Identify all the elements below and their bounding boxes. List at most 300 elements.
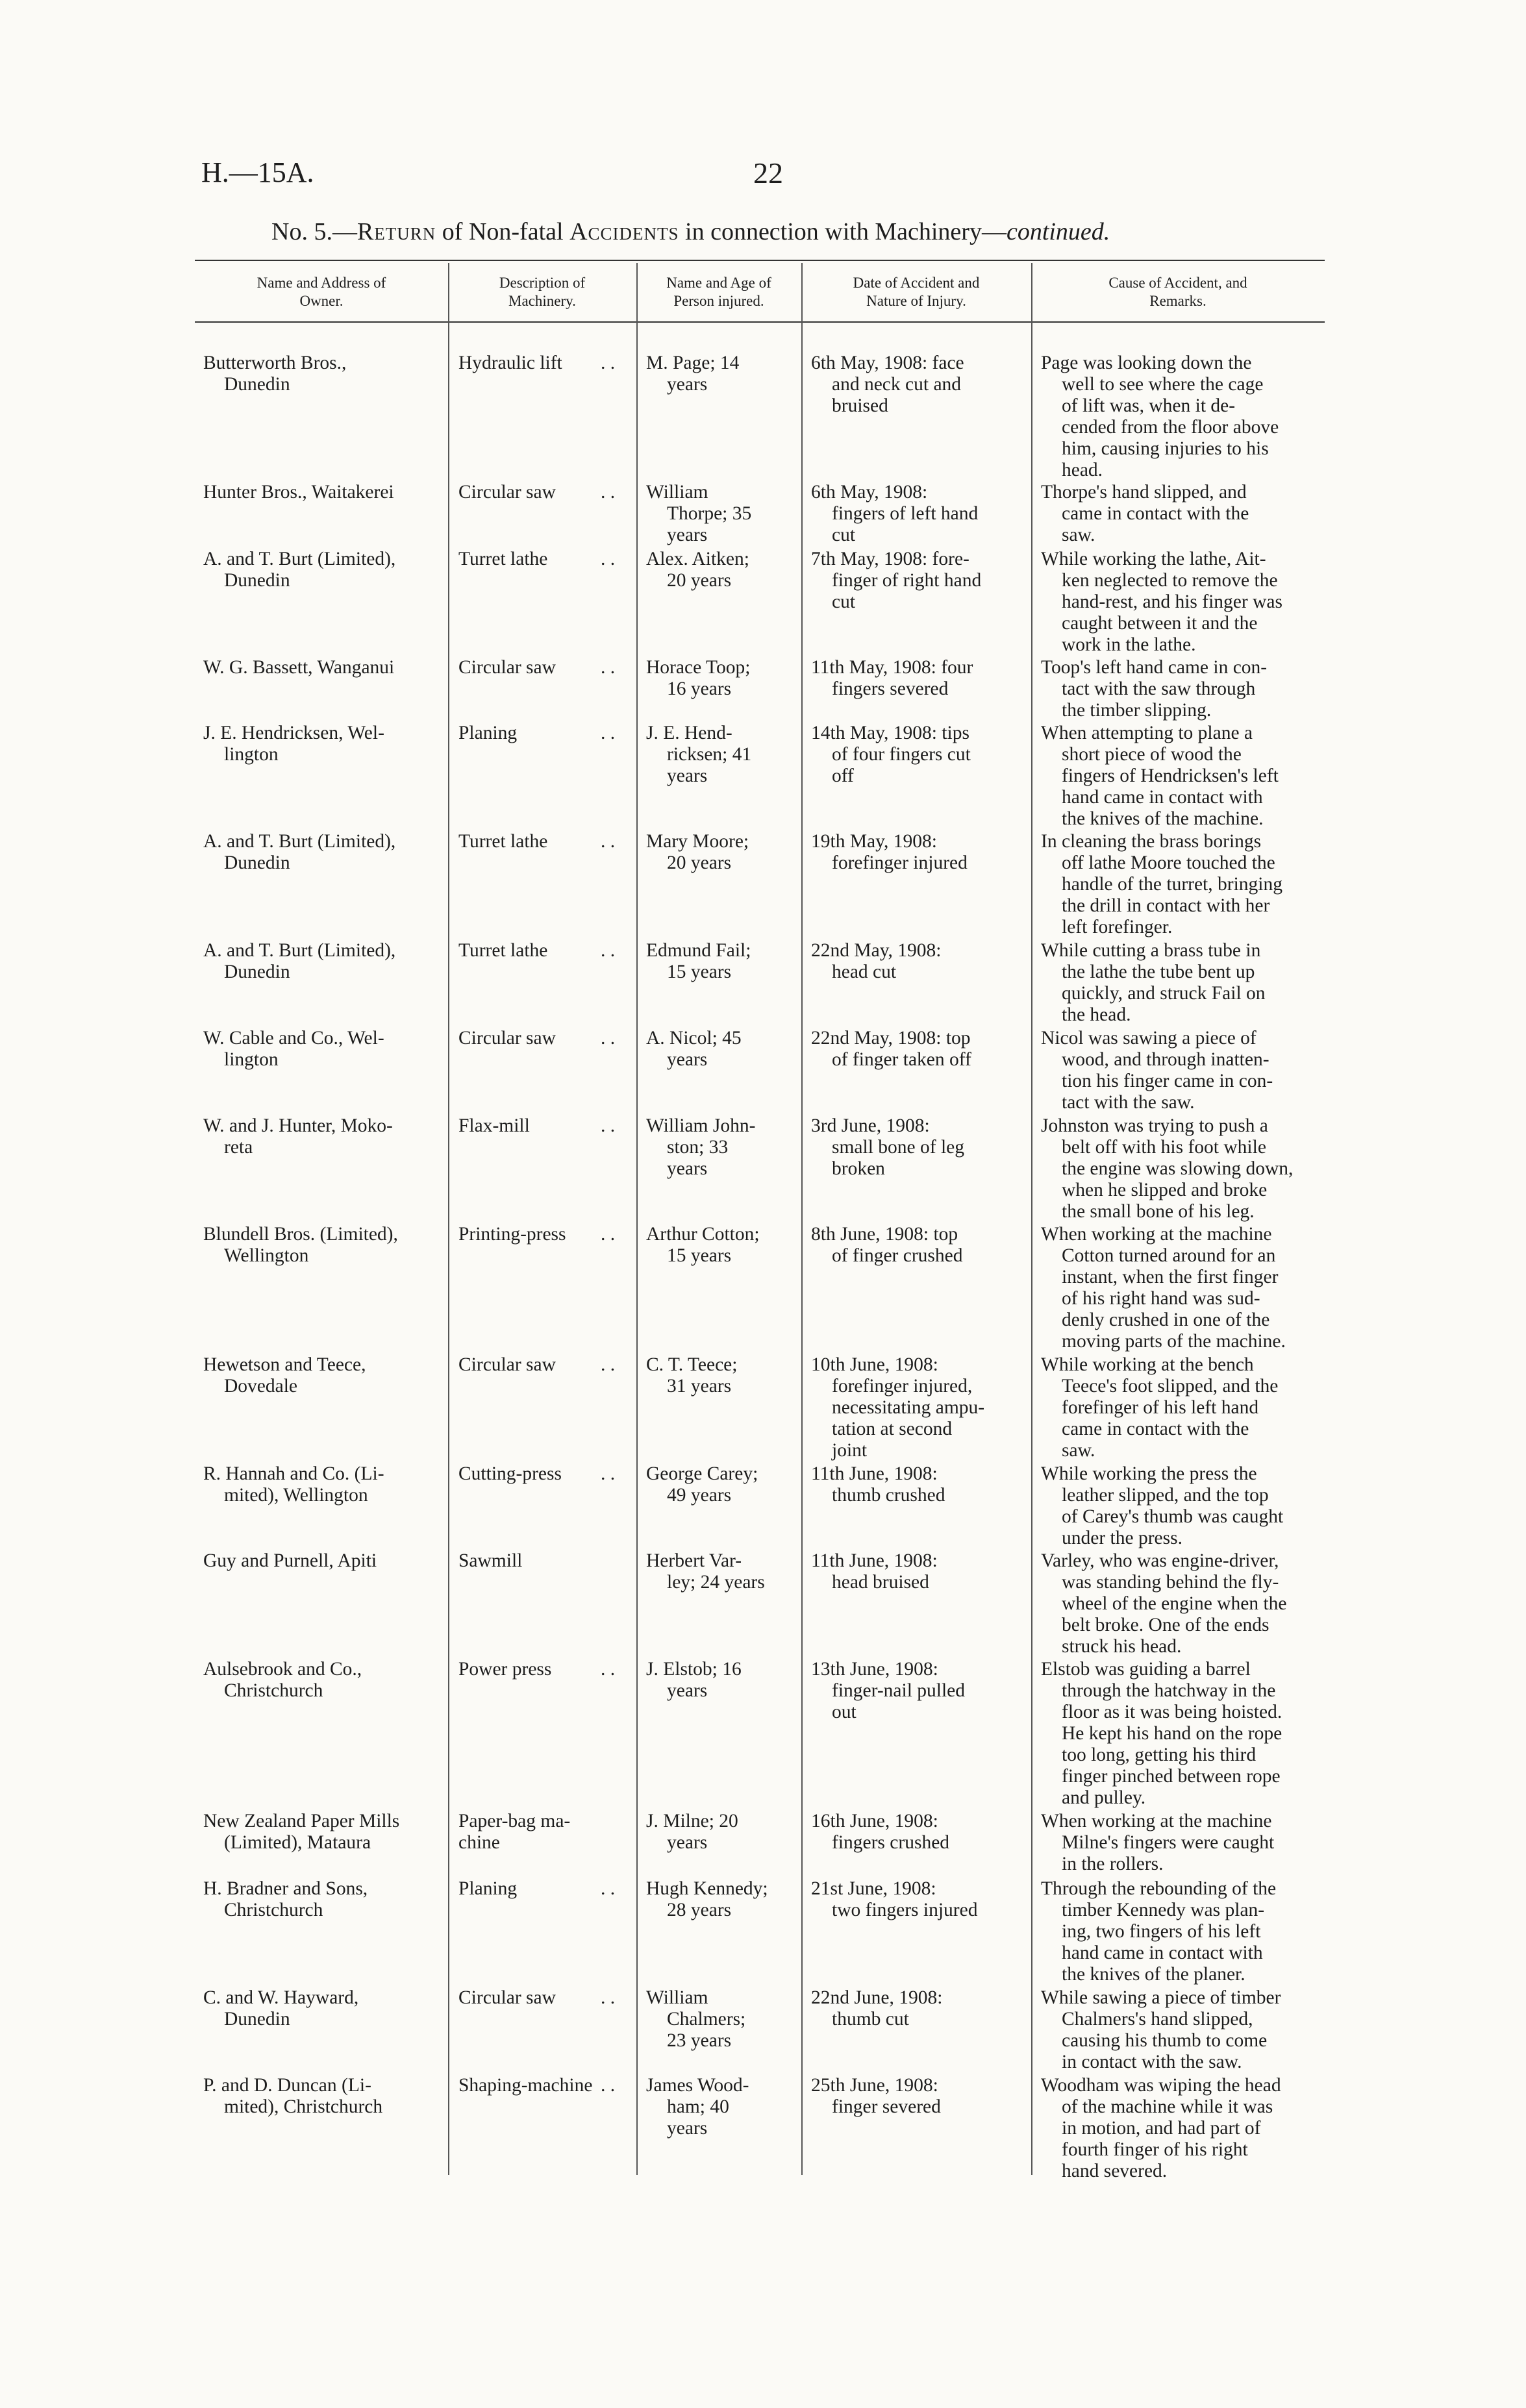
- cell-line: P. and D. Duncan (Li-: [203, 2075, 371, 2096]
- cell-line: 6th May, 1908:: [811, 482, 928, 503]
- cell-line: chine: [458, 1832, 500, 1853]
- column-header-line: Cause of Accident, and: [1108, 275, 1247, 291]
- cell-line: 25th June, 1908:: [811, 2075, 938, 2096]
- cell-line: quickly, and struck Fail on: [1062, 983, 1266, 1004]
- cell-cause: [1041, 1987, 1331, 2073]
- cell-owner: [203, 1811, 440, 1854]
- cell-line: head cut: [832, 962, 897, 982]
- cell-line: of lift was, when it de-: [1062, 395, 1236, 416]
- cell-line: ston; 33: [667, 1137, 729, 1158]
- cell-line: 7th May, 1908: fore-: [811, 549, 969, 569]
- cell-person: [646, 2075, 789, 2139]
- cell-line: the knives of the machine.: [1062, 808, 1264, 829]
- cell-line: him, causing injuries to his: [1062, 438, 1269, 459]
- cell-line: hand severed.: [1062, 2161, 1168, 2181]
- cell-owner: [203, 1115, 440, 1158]
- cell-line: tact with the saw.: [1062, 1092, 1195, 1113]
- leader-dots: . .: [601, 549, 616, 569]
- cell-date: [811, 1354, 1019, 1461]
- cell-line: A. and T. Burt (Limited),: [203, 831, 396, 852]
- cell-line: thumb crushed: [832, 1485, 945, 1506]
- cell-line: cut: [832, 591, 856, 612]
- cell-line: ing, two fingers of his left: [1062, 1921, 1261, 1942]
- cell-date: [811, 1811, 1019, 1854]
- cell-date: [811, 1878, 1019, 1921]
- cell-line: saw.: [1062, 525, 1095, 545]
- cell-line: New Zealand Paper Mills: [203, 1811, 400, 1831]
- cell-line: caught between it and the: [1062, 613, 1258, 634]
- cell-line: too long, getting his third: [1062, 1744, 1257, 1765]
- cell-line: broken: [832, 1158, 885, 1179]
- cell-line: small bone of leg: [832, 1137, 964, 1158]
- cell-line: James Wood-: [646, 2075, 749, 2096]
- cell-person: [646, 1115, 789, 1180]
- cell-line: Blundell Bros. (Limited),: [203, 1224, 398, 1245]
- cell-machinery: [458, 1550, 631, 1572]
- cell-line: Wellington: [224, 1245, 309, 1266]
- cell-line: under the press.: [1062, 1528, 1182, 1548]
- cell-line: W. and J. Hunter, Moko-: [203, 1115, 393, 1136]
- cell-cause: [1041, 1659, 1331, 1809]
- cell-line: Mary Moore;: [646, 831, 749, 852]
- cell-line: years: [667, 1832, 708, 1853]
- cell-person: [646, 1463, 789, 1506]
- cell-line: 22nd May, 1908:: [811, 940, 942, 961]
- cell-line: of finger crushed: [832, 1245, 963, 1266]
- cell-line: 10th June, 1908:: [811, 1354, 938, 1375]
- cell-line: in motion, and had part of: [1062, 2118, 1261, 2139]
- cell-line: Printing-press: [458, 1224, 566, 1245]
- cell-person: [646, 1354, 789, 1397]
- cell-line: Dunedin: [224, 962, 290, 982]
- cell-line: ham; 40: [667, 2096, 729, 2117]
- leader-dots: . .: [601, 1354, 616, 1375]
- cell-line: and pulley.: [1062, 1787, 1146, 1808]
- report-code: H.—15A.: [201, 156, 314, 188]
- cell-line: of four fingers cut: [832, 744, 971, 765]
- cell-line: Johnston was trying to push a: [1041, 1115, 1268, 1136]
- cell-line: 16 years: [667, 678, 732, 699]
- cell-line: He kept his hand on the rope: [1062, 1723, 1282, 1744]
- cell-line: forefinger injured: [832, 852, 968, 873]
- cell-line: Milne's fingers were caught: [1062, 1832, 1275, 1853]
- cell-cause: [1041, 1550, 1331, 1657]
- cell-line: head.: [1062, 460, 1103, 480]
- cell-owner: [203, 1659, 440, 1702]
- cell-line: Turret lathe: [458, 549, 548, 569]
- cell-line: Turret lathe: [458, 940, 548, 961]
- cell-owner: [203, 1028, 440, 1071]
- cell-line: 20 years: [667, 570, 732, 591]
- cell-cause: [1041, 723, 1331, 830]
- cell-line: C. T. Teece;: [646, 1354, 738, 1375]
- cell-line: mited), Christchurch: [224, 2096, 383, 2117]
- cell-line: M. Page; 14: [646, 353, 740, 373]
- leader-dots: . .: [601, 1659, 616, 1680]
- cell-line: Cutting-press: [458, 1463, 562, 1484]
- cell-line: J. Milne; 20: [646, 1811, 738, 1831]
- cell-line: W. Cable and Co., Wel-: [203, 1028, 384, 1049]
- cell-line: 19th May, 1908:: [811, 831, 937, 852]
- column-header-line: Name and Age of: [666, 275, 771, 291]
- cell-line: Thorpe; 35: [667, 503, 752, 524]
- cell-date: [811, 657, 1019, 700]
- cell-date: [811, 1550, 1019, 1593]
- cell-owner: [203, 831, 440, 874]
- cell-line: denly crushed in one of the: [1062, 1310, 1270, 1330]
- cell-line: tion his finger came in con-: [1062, 1071, 1273, 1091]
- cell-owner: [203, 482, 440, 503]
- cell-line: Herbert Var-: [646, 1550, 742, 1571]
- cell-owner: [203, 1354, 440, 1397]
- cell-cause: [1041, 657, 1331, 721]
- cell-line: Toop's left hand came in con-: [1041, 657, 1268, 678]
- cell-line: years: [667, 1049, 708, 1070]
- cell-line: Power press: [458, 1659, 552, 1680]
- cell-person: [646, 1028, 789, 1071]
- cell-person: [646, 482, 789, 546]
- cell-line: Christchurch: [224, 1680, 323, 1701]
- cell-line: leather slipped, and the top: [1062, 1485, 1269, 1506]
- cell-cause: [1041, 1354, 1331, 1461]
- cell-line: Guy and Purnell, Apiti: [203, 1550, 377, 1571]
- cell-date: [811, 723, 1019, 787]
- cell-line: 22nd June, 1908:: [811, 1987, 943, 2008]
- cell-line: H. Bradner and Sons,: [203, 1878, 368, 1899]
- cell-owner: [203, 940, 440, 983]
- cell-date: [811, 1987, 1019, 2030]
- leader-dots: . .: [601, 482, 616, 503]
- cell-cause: [1041, 1463, 1331, 1549]
- cell-line: wheel of the engine when the: [1062, 1593, 1287, 1614]
- cell-line: moving parts of the machine.: [1062, 1331, 1286, 1352]
- leader-dots: . .: [601, 353, 616, 373]
- cell-line: Flax-mill: [458, 1115, 530, 1136]
- cell-cause: [1041, 482, 1331, 546]
- cell-line: belt off with his foot while: [1062, 1137, 1266, 1158]
- cell-cause: [1041, 831, 1331, 938]
- column-header-line: Machinery.: [508, 293, 576, 309]
- cell-line: Arthur Cotton;: [646, 1224, 760, 1245]
- cell-owner: [203, 353, 440, 395]
- cell-line: 13th June, 1908:: [811, 1659, 938, 1680]
- column-header-line: Name and Address of: [256, 275, 386, 291]
- cell-line: lington: [224, 1049, 279, 1070]
- cell-owner: [203, 1224, 440, 1267]
- cell-line: off: [832, 765, 854, 786]
- cell-line: Varley, who was engine-driver,: [1041, 1550, 1279, 1571]
- cell-line: Chalmers's hand slipped,: [1062, 2009, 1253, 2029]
- cell-line: Woodham was wiping the head: [1041, 2075, 1281, 2096]
- cell-cause: [1041, 353, 1331, 481]
- cell-line: Teece's foot slipped, and the: [1062, 1376, 1279, 1396]
- cell-line: well to see where the cage: [1062, 374, 1264, 395]
- cell-line: 8th June, 1908: top: [811, 1224, 958, 1245]
- cell-line: timber Kennedy was plan-: [1062, 1900, 1265, 1920]
- cell-line: 15 years: [667, 962, 732, 982]
- cell-line: instant, when the first finger: [1062, 1267, 1279, 1287]
- cell-line: While sawing a piece of timber: [1041, 1987, 1281, 2008]
- cell-owner: [203, 723, 440, 765]
- leader-dots: . .: [601, 2075, 616, 2096]
- cell-line: Christchurch: [224, 1900, 323, 1920]
- title-middle: of Non-fatal: [436, 218, 570, 245]
- page-number: 22: [753, 156, 783, 190]
- cell-line: Hugh Kennedy;: [646, 1878, 768, 1899]
- cell-line: Aulsebrook and Co.,: [203, 1659, 362, 1680]
- cell-line: Circular saw: [458, 1354, 556, 1375]
- cell-cause: [1041, 1115, 1331, 1223]
- cell-line: two fingers injured: [832, 1900, 978, 1920]
- cell-line: Turret lathe: [458, 831, 548, 852]
- cell-line: of his right hand was sud-: [1062, 1288, 1260, 1309]
- cell-line: bruised: [832, 395, 888, 416]
- cell-cause: [1041, 1224, 1331, 1352]
- cell-person: [646, 1659, 789, 1702]
- cell-line: Alex. Aitken;: [646, 549, 749, 569]
- cell-line: Dunedin: [224, 852, 290, 873]
- cell-line: forefinger of his left hand: [1062, 1397, 1259, 1418]
- cell-line: Planing: [458, 1878, 518, 1899]
- cell-line: W. G. Bassett, Wanganui: [203, 657, 395, 678]
- cell-line: ricksen; 41: [667, 744, 752, 765]
- cell-line: cended from the floor above: [1062, 417, 1279, 438]
- cell-line: handle of the turret, bringing: [1062, 874, 1282, 895]
- cell-line: 3rd June, 1908:: [811, 1115, 930, 1136]
- cell-line: 28 years: [667, 1900, 732, 1920]
- cell-cause: [1041, 940, 1331, 1026]
- leader-dots: . .: [601, 1115, 616, 1136]
- cell-cause: [1041, 549, 1331, 656]
- cell-line: Circular saw: [458, 657, 556, 678]
- cell-line: While cutting a brass tube in: [1041, 940, 1261, 961]
- cell-line: 49 years: [667, 1485, 732, 1506]
- cell-line: the lathe the tube bent up: [1062, 962, 1255, 982]
- cell-line: 14th May, 1908: tips: [811, 723, 969, 743]
- cell-line: A. and T. Burt (Limited),: [203, 940, 396, 961]
- cell-person: [646, 723, 789, 787]
- cell-person: [646, 831, 789, 874]
- cell-line: in the rollers.: [1062, 1854, 1164, 1874]
- leader-dots: . .: [601, 657, 616, 678]
- cell-line: work in the lathe.: [1062, 634, 1196, 655]
- cell-person: [646, 1811, 789, 1854]
- cell-line: J. E. Hend-: [646, 723, 732, 743]
- cell-line: Planing: [458, 723, 518, 743]
- cell-line: William: [646, 482, 708, 503]
- cell-line: Circular saw: [458, 1987, 556, 2008]
- cell-line: 6th May, 1908: face: [811, 353, 964, 373]
- cell-line: Dunedin: [224, 2009, 290, 2029]
- column-header-line: Nature of Injury.: [866, 293, 966, 309]
- cell-line: out: [832, 1702, 857, 1722]
- leader-dots: . .: [601, 1224, 616, 1245]
- cell-line: finger severed: [832, 2096, 941, 2117]
- cell-line: Shaping-machine: [458, 2075, 593, 2096]
- cell-line: mited), Wellington: [224, 1485, 368, 1506]
- cell-line: was standing behind the fly-: [1062, 1572, 1279, 1593]
- cell-line: the drill in contact with her: [1062, 895, 1270, 916]
- column-header-line: Date of Accident and: [853, 275, 980, 291]
- cell-person: [646, 657, 789, 700]
- cell-line: Thorpe's hand slipped, and: [1041, 482, 1247, 503]
- cell-line: A. and T. Burt (Limited),: [203, 549, 396, 569]
- cell-line: When working at the machine: [1041, 1811, 1272, 1831]
- cell-cause: [1041, 1028, 1331, 1113]
- cell-line: fingers crushed: [832, 1832, 950, 1853]
- cell-line: tation at second: [832, 1419, 953, 1439]
- cell-cause: [1041, 1811, 1331, 1875]
- cell-person: [646, 1878, 789, 1921]
- cell-line: 23 years: [667, 2030, 732, 2051]
- cell-line: cut: [832, 525, 856, 545]
- cell-date: [811, 940, 1019, 983]
- leader-dots: . .: [601, 1878, 616, 1899]
- cell-line: Butterworth Bros.,: [203, 353, 347, 373]
- cell-person: [646, 1550, 789, 1593]
- cell-line: 21st June, 1908:: [811, 1878, 936, 1899]
- cell-line: (Limited), Mataura: [224, 1832, 371, 1853]
- column-header-line: Owner.: [299, 293, 344, 309]
- cell-date: [811, 1224, 1019, 1267]
- cell-line: William: [646, 1987, 708, 2008]
- cell-line: years: [667, 525, 708, 545]
- cell-owner: [203, 1463, 440, 1506]
- column-header-line: Description of: [499, 275, 586, 291]
- cell-line: fingers of left hand: [832, 503, 979, 524]
- cell-line: ley; 24 years: [667, 1572, 765, 1593]
- cell-line: finger of right hand: [832, 570, 982, 591]
- cell-date: [811, 482, 1019, 546]
- cell-line: Hewetson and Teece,: [203, 1354, 366, 1375]
- cell-line: Horace Toop;: [646, 657, 751, 678]
- cell-line: While working the lathe, Ait-: [1041, 549, 1266, 569]
- cell-line: 11th June, 1908:: [811, 1550, 938, 1571]
- cell-line: the timber slipping.: [1062, 700, 1212, 721]
- cell-line: Edmund Fail;: [646, 940, 751, 961]
- leader-dots: . .: [601, 940, 616, 961]
- cell-line: Page was looking down the: [1041, 353, 1252, 373]
- cell-line: Nicol was sawing a piece of: [1041, 1028, 1257, 1049]
- cell-line: hand came in contact with: [1062, 1943, 1263, 1963]
- cell-line: tact with the saw through: [1062, 678, 1256, 699]
- cell-person: [646, 940, 789, 983]
- cell-line: lington: [224, 744, 279, 765]
- cell-cause: [1041, 1878, 1331, 1985]
- cell-line: years: [667, 1680, 708, 1701]
- cell-line: Chalmers;: [667, 2009, 746, 2029]
- cell-line: causing his thumb to come: [1062, 2030, 1268, 2051]
- cell-line: Hydraulic lift: [458, 353, 562, 373]
- cell-line: forefinger injured,: [832, 1376, 973, 1396]
- cell-line: years: [667, 374, 708, 395]
- cell-line: In cleaning the brass borings: [1041, 831, 1262, 852]
- cell-line: years: [667, 1158, 708, 1179]
- cell-owner: [203, 549, 440, 591]
- cell-line: hand came in contact with: [1062, 787, 1263, 808]
- leader-dots: . .: [601, 1028, 616, 1049]
- cell-line: Hunter Bros., Waitakerei: [203, 482, 394, 503]
- cell-line: when he slipped and broke: [1062, 1180, 1268, 1200]
- cell-line: years: [667, 765, 708, 786]
- cell-line: J. E. Hendricksen, Wel-: [203, 723, 384, 743]
- cell-owner: [203, 1550, 440, 1572]
- cell-line: came in contact with the: [1062, 1419, 1249, 1439]
- cell-line: A. Nicol; 45: [646, 1028, 742, 1049]
- leader-dots: . .: [601, 1463, 616, 1484]
- cell-date: [811, 1659, 1019, 1723]
- cell-person: [646, 1987, 789, 2052]
- cell-line: William John-: [646, 1115, 756, 1136]
- cell-person: [646, 353, 789, 395]
- cell-person: [646, 1224, 789, 1267]
- cell-line: in contact with the saw.: [1062, 2052, 1242, 2072]
- cell-line: finger pinched between rope: [1062, 1766, 1281, 1787]
- cell-person: [646, 549, 789, 591]
- cell-date: [811, 353, 1019, 417]
- cell-line: of the machine while it was: [1062, 2096, 1273, 2117]
- title-accidents-word: Accidents: [569, 218, 679, 245]
- cell-line: ken neglected to remove the: [1062, 570, 1278, 591]
- cell-line: Elstob was guiding a barrel: [1041, 1659, 1251, 1680]
- cell-line: C. and W. Hayward,: [203, 1987, 359, 2008]
- cell-line: fingers severed: [832, 678, 949, 699]
- leader-dots: . .: [601, 831, 616, 852]
- cell-line: head bruised: [832, 1572, 929, 1593]
- cell-line: 11th June, 1908:: [811, 1463, 938, 1484]
- cell-line: through the hatchway in the: [1062, 1680, 1276, 1701]
- cell-line: Circular saw: [458, 482, 556, 503]
- cell-owner: [203, 1987, 440, 2030]
- cell-line: reta: [224, 1137, 253, 1158]
- cell-line: the knives of the planer.: [1062, 1964, 1245, 1985]
- cell-line: of Carey's thumb was caught: [1062, 1506, 1284, 1527]
- cell-line: of finger taken off: [832, 1049, 971, 1070]
- cell-line: the engine was slowing down,: [1062, 1158, 1294, 1179]
- cell-line: Circular saw: [458, 1028, 556, 1049]
- cell-line: Dovedale: [224, 1376, 298, 1396]
- cell-date: [811, 1463, 1019, 1506]
- cell-line: Dunedin: [224, 374, 290, 395]
- cell-line: joint: [832, 1440, 868, 1461]
- cell-line: fourth finger of his right: [1062, 2139, 1248, 2160]
- title-return-word: Return: [356, 218, 436, 245]
- cell-line: the small bone of his leg.: [1062, 1201, 1255, 1222]
- cell-line: 31 years: [667, 1376, 732, 1396]
- cell-line: George Carey;: [646, 1463, 758, 1484]
- cell-line: came in contact with the: [1062, 503, 1249, 524]
- cell-line: hand-rest, and his finger was: [1062, 591, 1282, 612]
- cell-line: saw.: [1062, 1440, 1095, 1461]
- cell-date: [811, 2075, 1019, 2118]
- cell-line: 15 years: [667, 1245, 732, 1266]
- cell-line: 22nd May, 1908: top: [811, 1028, 971, 1049]
- cell-machinery: [458, 1811, 631, 1854]
- cell-line: fingers of Hendricksen's left: [1062, 765, 1279, 786]
- title-rest: in connection with Machinery—: [679, 218, 1007, 245]
- title-continued: continued.: [1006, 218, 1110, 245]
- cell-line: Paper-bag ma-: [458, 1811, 571, 1831]
- cell-line: years: [667, 2118, 708, 2139]
- cell-line: When working at the machine: [1041, 1224, 1272, 1245]
- cell-line: thumb cut: [832, 2009, 909, 2029]
- cell-line: necessitating ampu-: [832, 1397, 985, 1418]
- column-header-line: Remarks.: [1149, 293, 1207, 309]
- leader-dots: . .: [601, 723, 616, 743]
- title-prefix: No. 5.—: [271, 218, 357, 245]
- cell-line: Sawmill: [458, 1550, 523, 1571]
- cell-line: short piece of wood the: [1062, 744, 1242, 765]
